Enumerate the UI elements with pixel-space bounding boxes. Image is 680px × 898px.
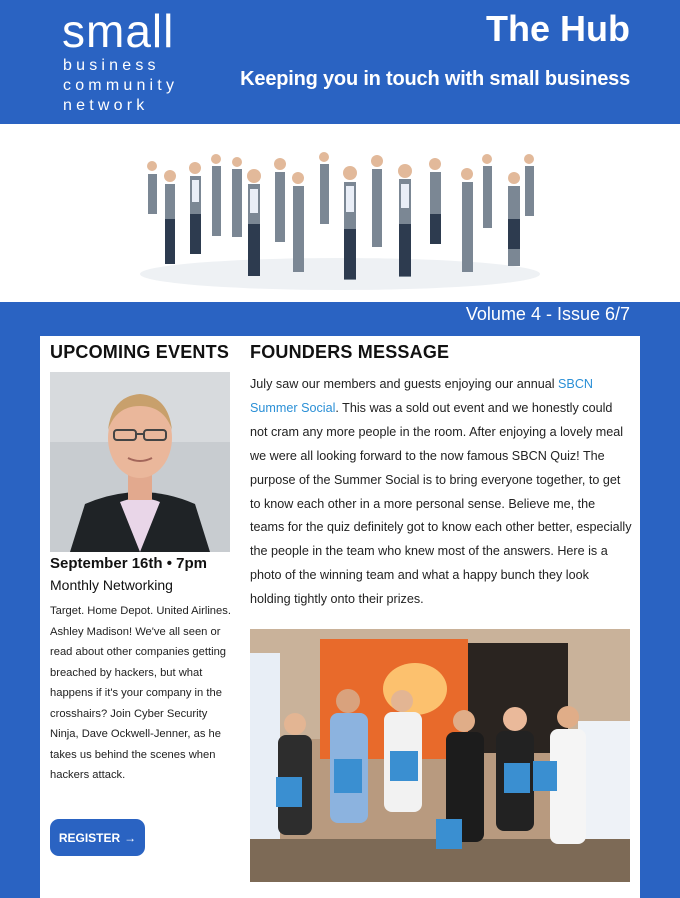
event-title: Monthly Networking — [50, 577, 173, 593]
newsletter-header — [0, 0, 680, 124]
founders-message — [250, 373, 632, 612]
speaker-portrait — [50, 372, 230, 552]
register-label: REGISTER — [58, 830, 121, 845]
logo-line-community: community — [63, 77, 179, 94]
crowd-illustration — [0, 124, 680, 302]
newsletter-title: The Hub — [486, 8, 630, 49]
founders-text-end: . This was a sold out event and we honestly could not cram any more people in the room. After enjoying a lovely meal we were all looking forward to the now famous SBCN Quiz! The purpose of the Summer Social is to bring everyone together, to get to know each other in a more personal sense. Believe me, the teams for the quiz definitely got to know each other better, especially the people in the team who knew most of the answers. Here is a photo of the winning team and what a happy bunch they look holding tightly onto their prizes. — [250, 400, 632, 607]
founders-heading: FOUNDERS MESSAGE — [250, 342, 450, 362]
founders-text-start: July saw our members and guests enjoying our annual — [250, 377, 559, 391]
logo-line-network: network — [63, 97, 149, 114]
logo-wordmark: small — [62, 5, 175, 57]
upcoming-events-heading: UPCOMING EVENTS — [50, 342, 230, 362]
logo-subtext — [63, 56, 178, 116]
founders-column — [250, 340, 630, 364]
summer-social-link[interactable]: SBCN Summer Social — [250, 377, 594, 415]
winning-team-photo — [250, 629, 630, 882]
hero-crowd-image — [0, 124, 680, 302]
team-photo-illustration — [250, 629, 630, 882]
register-button[interactable] — [50, 819, 145, 856]
event-description: Target. Home Depot. United Airlines. Ashley Madison! We've all seen or read about other companies getting breached by hackers, but what happens if it's your company in the crosshairs? Join Cyber Security Ninja, Dave Ockwell-Jenner, as he takes us behind the scenes when hackers attack. — [50, 605, 231, 781]
issue-label: Volume 4 - Issue 6/7 — [465, 304, 630, 324]
newsletter-tagline: Keeping you in touch with small business — [240, 68, 630, 90]
arrow-right-icon: → — [124, 830, 137, 845]
upcoming-events-column — [50, 340, 230, 364]
event-date: September 16th • 7pm — [50, 555, 207, 572]
speaker-photo — [50, 372, 230, 552]
logo-line-business: business — [63, 57, 160, 74]
